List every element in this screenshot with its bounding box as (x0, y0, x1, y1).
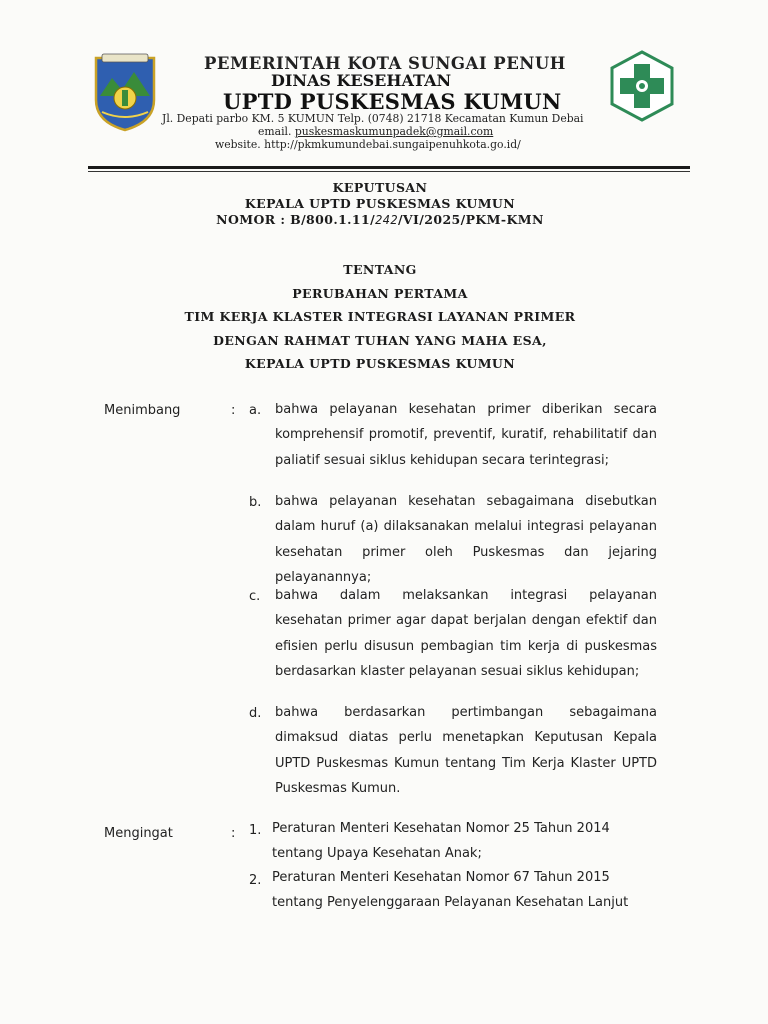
mengingat-marker-2: 2. (249, 873, 262, 888)
mengingat-marker-1: 1. (249, 823, 262, 838)
kop-department-name: DINAS KESEHATAN (271, 71, 452, 90)
decree-number (100, 212, 660, 227)
letterhead (80, 40, 690, 165)
mengingat-item-1: Peraturan Menteri Kesehatan Nomor 25 Tahun 2014 tentang Upaya Kesehatan Anak; (272, 821, 610, 861)
decree-number-suffix: /VI/2025/PKM-KMN (397, 212, 544, 227)
decree-number-handwritten: 242 (375, 213, 398, 227)
subject-line-4: KEPALA UPTD PUSKESMAS KUMUN (244, 356, 516, 371)
kop-government-name: PEMERINTAH KOTA SUNGAI PENUH (204, 54, 566, 73)
kop-email-link[interactable]: puskesmaskumunpadek@gmail.com (294, 125, 494, 138)
menimbang-marker-c: c. (249, 589, 261, 604)
mengingat-label: Mengingat (104, 826, 173, 841)
menimbang-marker-d: d. (249, 706, 262, 721)
menimbang-item-b: bahwa pelayanan kesehatan sebagaimana disebutkan dalam huruf (a) dilaksanakan melalui integrasi pelayanan kesehatan primer oleh Puskesmas dan jejaring pelayanannya; (275, 494, 657, 586)
decree-heading: KEPUTUSAN (332, 180, 428, 195)
menimbang-colon: : (231, 403, 236, 418)
menimbang-label: Menimbang (104, 403, 181, 418)
tentang-heading: TENTANG (343, 262, 417, 277)
menimbang-item-d: bahwa berdasarkan pertimbangan sebagaimana dimaksud diatas perlu menetapkan Keputusan Kepala UPTD Puskesmas Kumun tentang Tim Kerja Klaster UPTD Puskesmas Kumun. (275, 705, 657, 797)
letterhead-rule-thick (88, 166, 690, 169)
puskesmas-cross-logo (606, 50, 678, 122)
menimbang-item-c: bahwa dalam melaksankan integrasi pelayanan kesehatan primer agar dapat berjalan dengan efektif dan efisien perlu disusun pembagian tim kerja di puskesmas berdasarkan klaster pelayanan sesuai siklus kehidupan; (275, 588, 657, 680)
decree-issuer: KEPALA UPTD PUSKESMAS KUMUN (244, 196, 516, 211)
decree-number-prefix: NOMOR : B/800.1.11/ (216, 212, 376, 227)
kop-website[interactable]: website. http://pkmkumundebai.sungaipenuhkota.go.id/ (215, 138, 521, 151)
city-emblem-logo (92, 52, 158, 132)
kop-email-line (258, 125, 493, 138)
menimbang-marker-b: b. (249, 495, 262, 510)
subject-line-2: TIM KERJA KLASTER INTEGRASI LAYANAN PRIMER (184, 309, 576, 324)
kop-address: Jl. Depati parbo KM. 5 KUMUN Telp. (0748) 21718 Kecamatan Kumun Debai (162, 112, 584, 125)
letterhead-rule-thin (88, 171, 690, 172)
subject-line-1: PERUBAHAN PERTAMA (292, 286, 468, 301)
menimbang-item-a: bahwa pelayanan kesehatan primer diberikan secara komprehensif promotif, preventif, kuratif, rehabilitatif dan paliatif sesuai siklus kehidupan secara terintegrasi; (275, 402, 657, 468)
subject-line-3: DENGAN RAHMAT TUHAN YANG MAHA ESA, (213, 333, 547, 348)
mengingat-item-2: Peraturan Menteri Kesehatan Nomor 67 Tahun 2015 tentang Penyelenggaraan Pelayanan Kesehatan Lanjut (272, 870, 629, 910)
kop-email-label: email. (258, 125, 292, 138)
mengingat-colon: : (231, 826, 236, 841)
menimbang-marker-a: a. (249, 403, 262, 418)
kop-institution-name: UPTD PUSKESMAS KUMUN (223, 89, 562, 114)
